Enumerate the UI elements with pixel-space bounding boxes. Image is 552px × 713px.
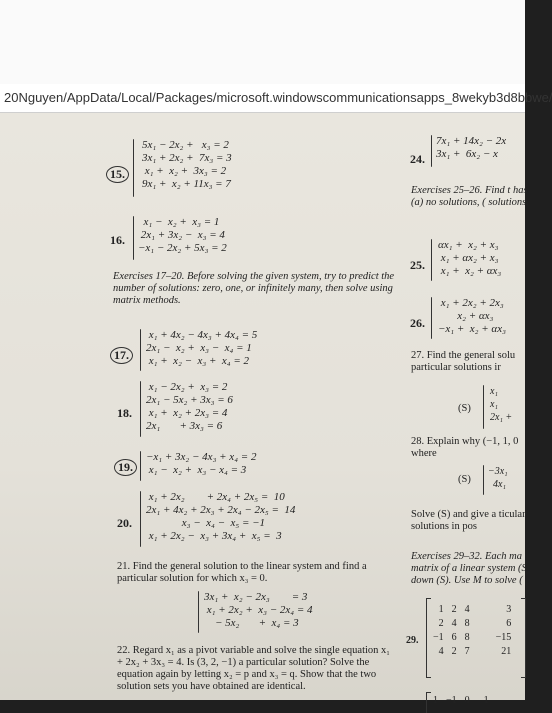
problem-19-number: 19. [114,459,137,476]
brace [133,216,134,260]
brace [483,465,484,495]
problem-25-number: 25. [410,258,425,272]
matrix-cell: 4 [451,618,457,629]
brace [483,385,484,429]
brace [431,239,432,281]
problem-17-number: 17. [110,347,133,364]
problem-30-matrix-row [429,694,493,708]
address-path: 20Nguyen/AppData/Local/Packages/microsoft.windowscommunicationsapps_8wekyb3d8bbwe/ [4,90,552,105]
address-bar[interactable] [0,84,552,113]
matrix-cell: 6 [506,618,512,629]
matrix-cell: 1 [438,604,444,615]
problem-17-equations: x₁ + 4x₂ − 4x₃ + 4x₄ = 5 2x₁ − x₂ + x₃ − x₄ = 1 x₁ + x₂ − x₃ + x₄ = 2 [146,329,258,367]
matrix-cell: 1 [483,695,489,706]
solve-s-text: Solve (S) and give a ticular solutions in pos [411,509,526,532]
matrix-cell [474,617,482,631]
matrix-cell: −1 [433,632,444,643]
problem-29-number: 29. [406,635,419,646]
matrix-cell [474,645,482,659]
system-s-label-2: (S) [458,474,471,485]
matrix-row [429,694,493,708]
problem-22-text: 22. Regard x₁ as a pivot variable and solve the single equation x₁ + 2x₂ + 3x₃ = 4. Is (3, 2, −1) a particular solution? Solve the equation again by letting x₂ = p and x₃ = q. Show that the two solution sets you have obtained are identical. [117,645,390,692]
textbook-page [0,113,529,706]
problem-27-text: 27. Find the general solu particular solutions ir [411,350,516,373]
right-column [398,113,529,706]
problem-20-equations: x₁ + 2x₂ + 2x₄ + 2x₅ = 10 2x₁ + 4x₂ + 2x₃ + 2x₄ − 2x₅ = 14 x₃ − x₄ − x₅ = −1 x₁ + 2x₂ − x₃ + 3x₄ + x₅ = 3 [146,491,296,542]
problem-15-equations: 5x₁ − 2x₂ + x₃ = 2 3x₁ + 2x₂ + 7x₃ = 3 x₁ + x₂ + 3x₃ = 2 9x₁ + x₂ + 11x₃ = 7 [142,139,232,190]
matrix-row [429,631,515,645]
problem-26-equations: x₁ + 2x₂ + 2x₃ x₂ + αx₃ −x₁ + x₂ + αx₃ [438,297,506,335]
brace [140,491,141,547]
problem-15-number: 15. [106,166,129,183]
exercises-25-26-text: Exercises 25–26. Find t has (a) no solutions, ( solutions. [411,185,529,208]
matrix-cell: 8 [464,632,470,643]
problem-25-equations: αx₁ + x₂ + x₃ x₁ + αx₂ + x₃ x₁ + x₂ + αx₃ [438,239,502,277]
brace [133,139,134,197]
matrix-cell [474,631,482,645]
matrix-cell: 3 [506,604,512,615]
problem-16-number: 16. [110,233,125,247]
problem-21-text: 21. Find the general solution to the linear system and find a particular solution for which x₃ = 0. [117,561,367,584]
matrix-cell: −15 [495,632,512,643]
brace [431,135,432,167]
matrix-cell: 1 [433,695,438,706]
problem-19-equations: −x₁ + 3x₂ − 4x₃ + x₄ = 2 x₁ − x₂ + x₃ − x₄ = 3 [146,451,257,476]
matrix-cell: 4 [464,604,470,615]
problem-28-text: 28. Explain why (−1, 1, 0 where [411,436,519,459]
problem-18-number: 18. [117,406,132,420]
matrix-cell: 2 [438,618,444,629]
left-column [0,113,400,700]
matrix-right-bracket [521,598,526,678]
brace [140,451,141,481]
matrix-cell: 21 [501,646,512,657]
matrix-cell: 2 [451,646,457,657]
matrix-cell: 7 [464,646,470,657]
matrix-cell [474,603,482,617]
problem-26-number: 26. [410,316,425,330]
problem-24-equations: 7x₁ + 14x₂ − 2x 3x₁ + 6x₂ − x [436,135,507,160]
title-bar [0,0,525,84]
matrix-cell: −1 [446,695,457,706]
brace [140,381,141,437]
problem-29-matrix [429,603,515,659]
matrix-cell: 6 [451,632,457,643]
problem-16-equations: x₁ − x₂ + x₃ = 1 2x₁ + 3x₂ − x₃ = 4 −x₁ − 2x₂ + 5x₃ = 2 [138,216,227,254]
problem-21-equations: 3x₁ + x₂ − 2x₃ = 3 x₁ + 2x₂ + x₃ − 2x₄ = 4 − 5x₂ + x₄ = 3 [204,591,313,629]
system-s2-equations: −3x₁ 4x₁ [488,466,508,490]
problem-20-number: 20. [117,516,132,530]
system-s-equations: x₁ x₁ 2x₁ + [490,386,513,423]
problem-18-equations: x₁ − 2x₂ + x₃ = 2 2x₁ − 5x₂ + 3x₃ = 6 x₁ + x₂ + 2x₃ = 4 2x₁ + 3x₃ = 6 [146,381,233,432]
matrix-row [429,603,515,617]
matrix-row [429,617,515,631]
brace [431,297,432,339]
exercises-17-20-intro: Exercises 17–20. Before solving the given system, try to predict the number of solutions: zero, one, or infinitely many, then solve using matrix methods. [113,271,395,306]
matrix-cell: 2 [451,604,457,615]
system-s-label: (S) [458,403,471,414]
matrix-cell: 8 [464,618,470,629]
brace [198,591,199,633]
matrix-row [429,645,515,659]
brace [140,329,141,371]
problem-24-number: 24. [410,152,425,166]
matrix-cell: 0 [464,695,470,706]
exercises-29-32-text: Exercises 29–32. Each ma matrix of a linear system (S down (S). Use M to solve ( [411,551,527,586]
matrix-cell: 4 [438,646,444,657]
